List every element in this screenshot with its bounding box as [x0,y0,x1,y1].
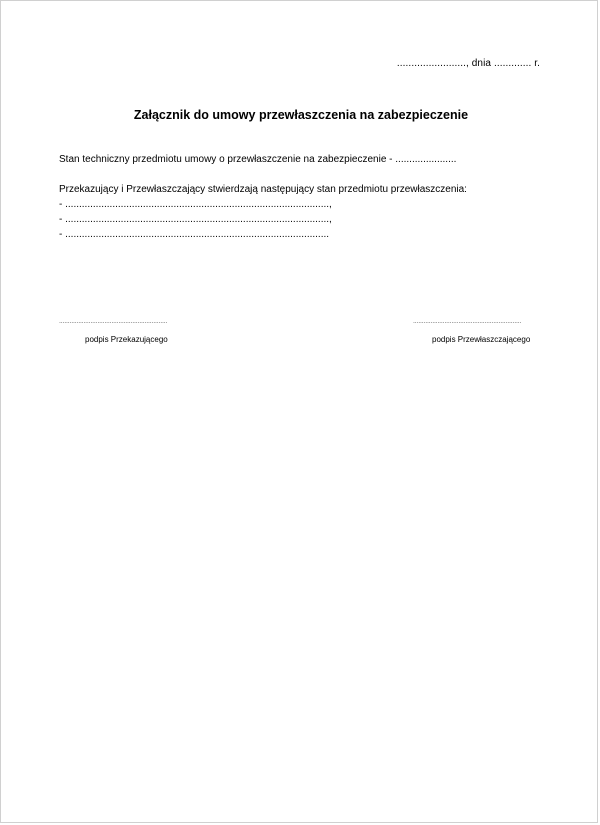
signature-label-left: podpis Przekazującego [85,335,168,344]
list-item: - ..............................................................................................., [59,199,332,210]
signature-label-right: podpis Przewłaszczającego [432,335,531,344]
list-item: - ............................................................................................... [59,229,330,240]
technical-state-line: Stan techniczny przedmiotu umowy o przewłaszczenie na zabezpieczenie - ...................... [59,154,457,165]
statement-line: Przekazujący i Przewłaszczający stwierdzają następujący stan przedmiotu przewłaszczenia: [59,184,467,195]
document-title: Załącznik do umowy przewłaszczenia na zabezpieczenie [133,108,469,122]
signature-line-left: .............................................................. [59,318,168,325]
signature-line-right: .............................................................. [413,318,522,325]
list-item: - ..............................................................................................., [59,214,332,225]
place-date-line: ........................, dnia ............. r. [396,58,540,69]
